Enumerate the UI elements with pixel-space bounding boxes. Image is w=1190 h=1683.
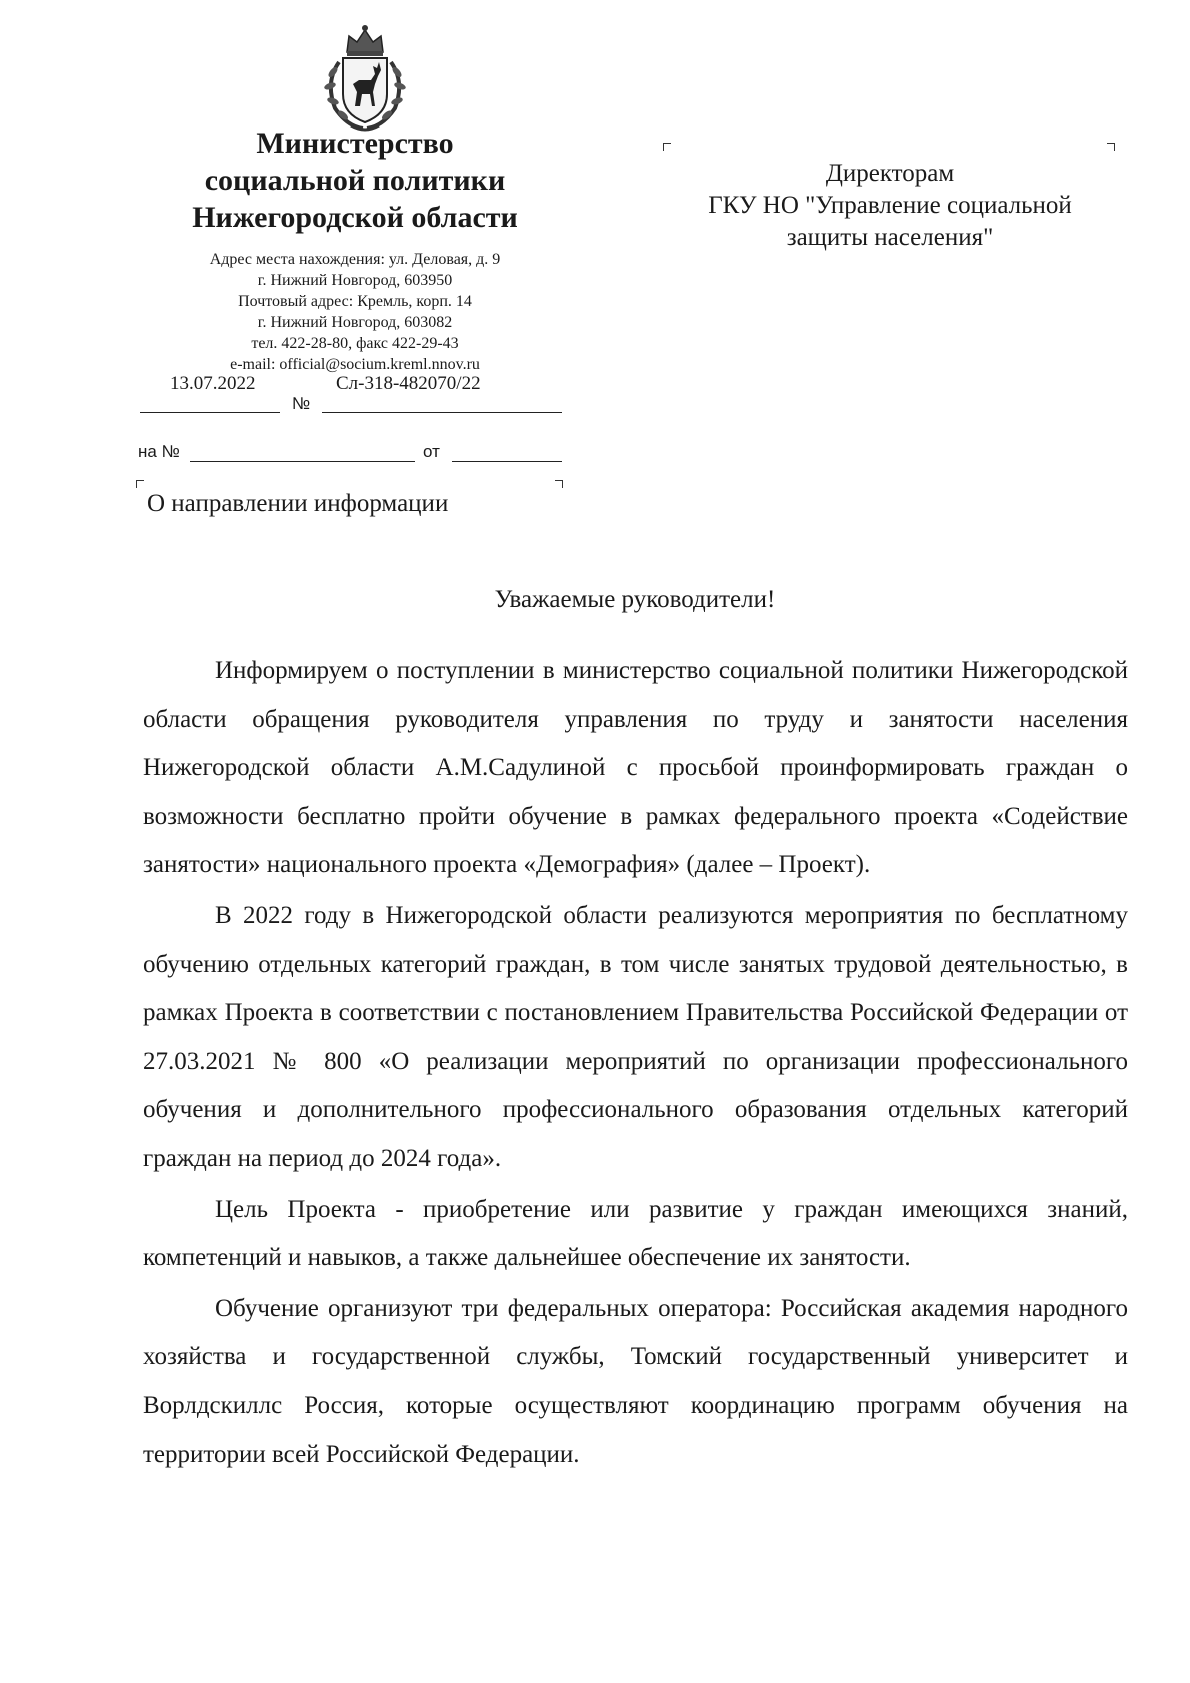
address-line: г. Нижний Новгород, 603082 — [257, 314, 453, 331]
greeting: Уважаемые руководители! — [494, 586, 776, 613]
date-underline — [140, 412, 280, 413]
recipient-block — [665, 158, 1115, 254]
ministry-name-line: социальной политики — [204, 164, 506, 197]
recipient-corner-mark — [1107, 143, 1115, 151]
reply-number-underline — [190, 461, 415, 462]
ministry-address — [140, 249, 570, 375]
body-paragraph: Информируем о поступлении в министерство социальной политики Нижегородской области обращения руководителя управления по труду и занятости населения Нижегородской области А.М.Садулиной с просьбой проинформировать граждан о возможности бесплатно пройти обучение в рамках федерального проекта «Содействие занятости» национального проекта «Демография» (далее – Проект). — [143, 657, 1128, 879]
reply-number-label: на № — [138, 442, 180, 461]
subject-corner-mark — [555, 480, 563, 488]
ministry-name-line: Нижегородской области — [192, 201, 518, 234]
reply-date-underline — [452, 461, 562, 462]
address-line: г. Нижний Новгород, 603950 — [257, 272, 453, 289]
recipient-line: ГКУ НО "Управление социальной — [708, 192, 1072, 219]
number-sign: № — [292, 394, 311, 413]
recipient-line: Директорам — [825, 160, 955, 187]
address-line: Почтовый адрес: Кремль, корп. 14 — [238, 293, 472, 310]
number-underline — [322, 412, 562, 413]
address-line: Адрес места нахождения: ул. Деловая, д. 9 — [209, 251, 501, 268]
email-line: e-mail: official@socium.kreml.nnov.ru — [230, 356, 480, 373]
registration-number: Сл-318-482070/22 — [336, 373, 481, 394]
body-paragraph: В 2022 году в Нижегородской области реализуются мероприятия по бесплатному обучению отдельных категорий граждан, в том числе занятых трудовой деятельностью, в рамках Проекта в соответствии с постановлением Правительства Российской Федерации от 27.03.2021 № 800 «О реализации мероприятий по организации профессионального обучения и дополнительного профессионального образования отдельных категорий граждан на период до 2024 года». — [143, 901, 1128, 1172]
subject-corner-mark — [136, 480, 144, 488]
recipient-line: защиты населения" — [786, 224, 994, 251]
address-line: тел. 422-28-80, факс 422-29-43 — [251, 335, 459, 352]
recipient-corner-mark — [663, 143, 671, 151]
body-paragraph: Цель Проекта - приобретение или развитие у граждан имеющихся знаний, компетенций и навыков, а также дальнейшее обеспечение их занятости. — [143, 1195, 1128, 1272]
ministry-name-line: Министерство — [256, 127, 454, 160]
letter-body — [143, 647, 1128, 1479]
ministry-name — [140, 125, 570, 236]
letter-subject: О направлении информации — [147, 490, 449, 517]
body-paragraph: Обучение организуют три федеральных оператора: Российская академия народного хозяйства и государственной службы, Томский государственный университет и Ворлдскиллс Россия, которые осуществляют координацию программ обучения на территории всей Российской Федерации. — [143, 1294, 1128, 1468]
reply-from-label: от — [423, 442, 440, 461]
registration-date: 13.07.2022 — [170, 373, 256, 394]
coat-of-arms-icon — [305, 22, 425, 134]
